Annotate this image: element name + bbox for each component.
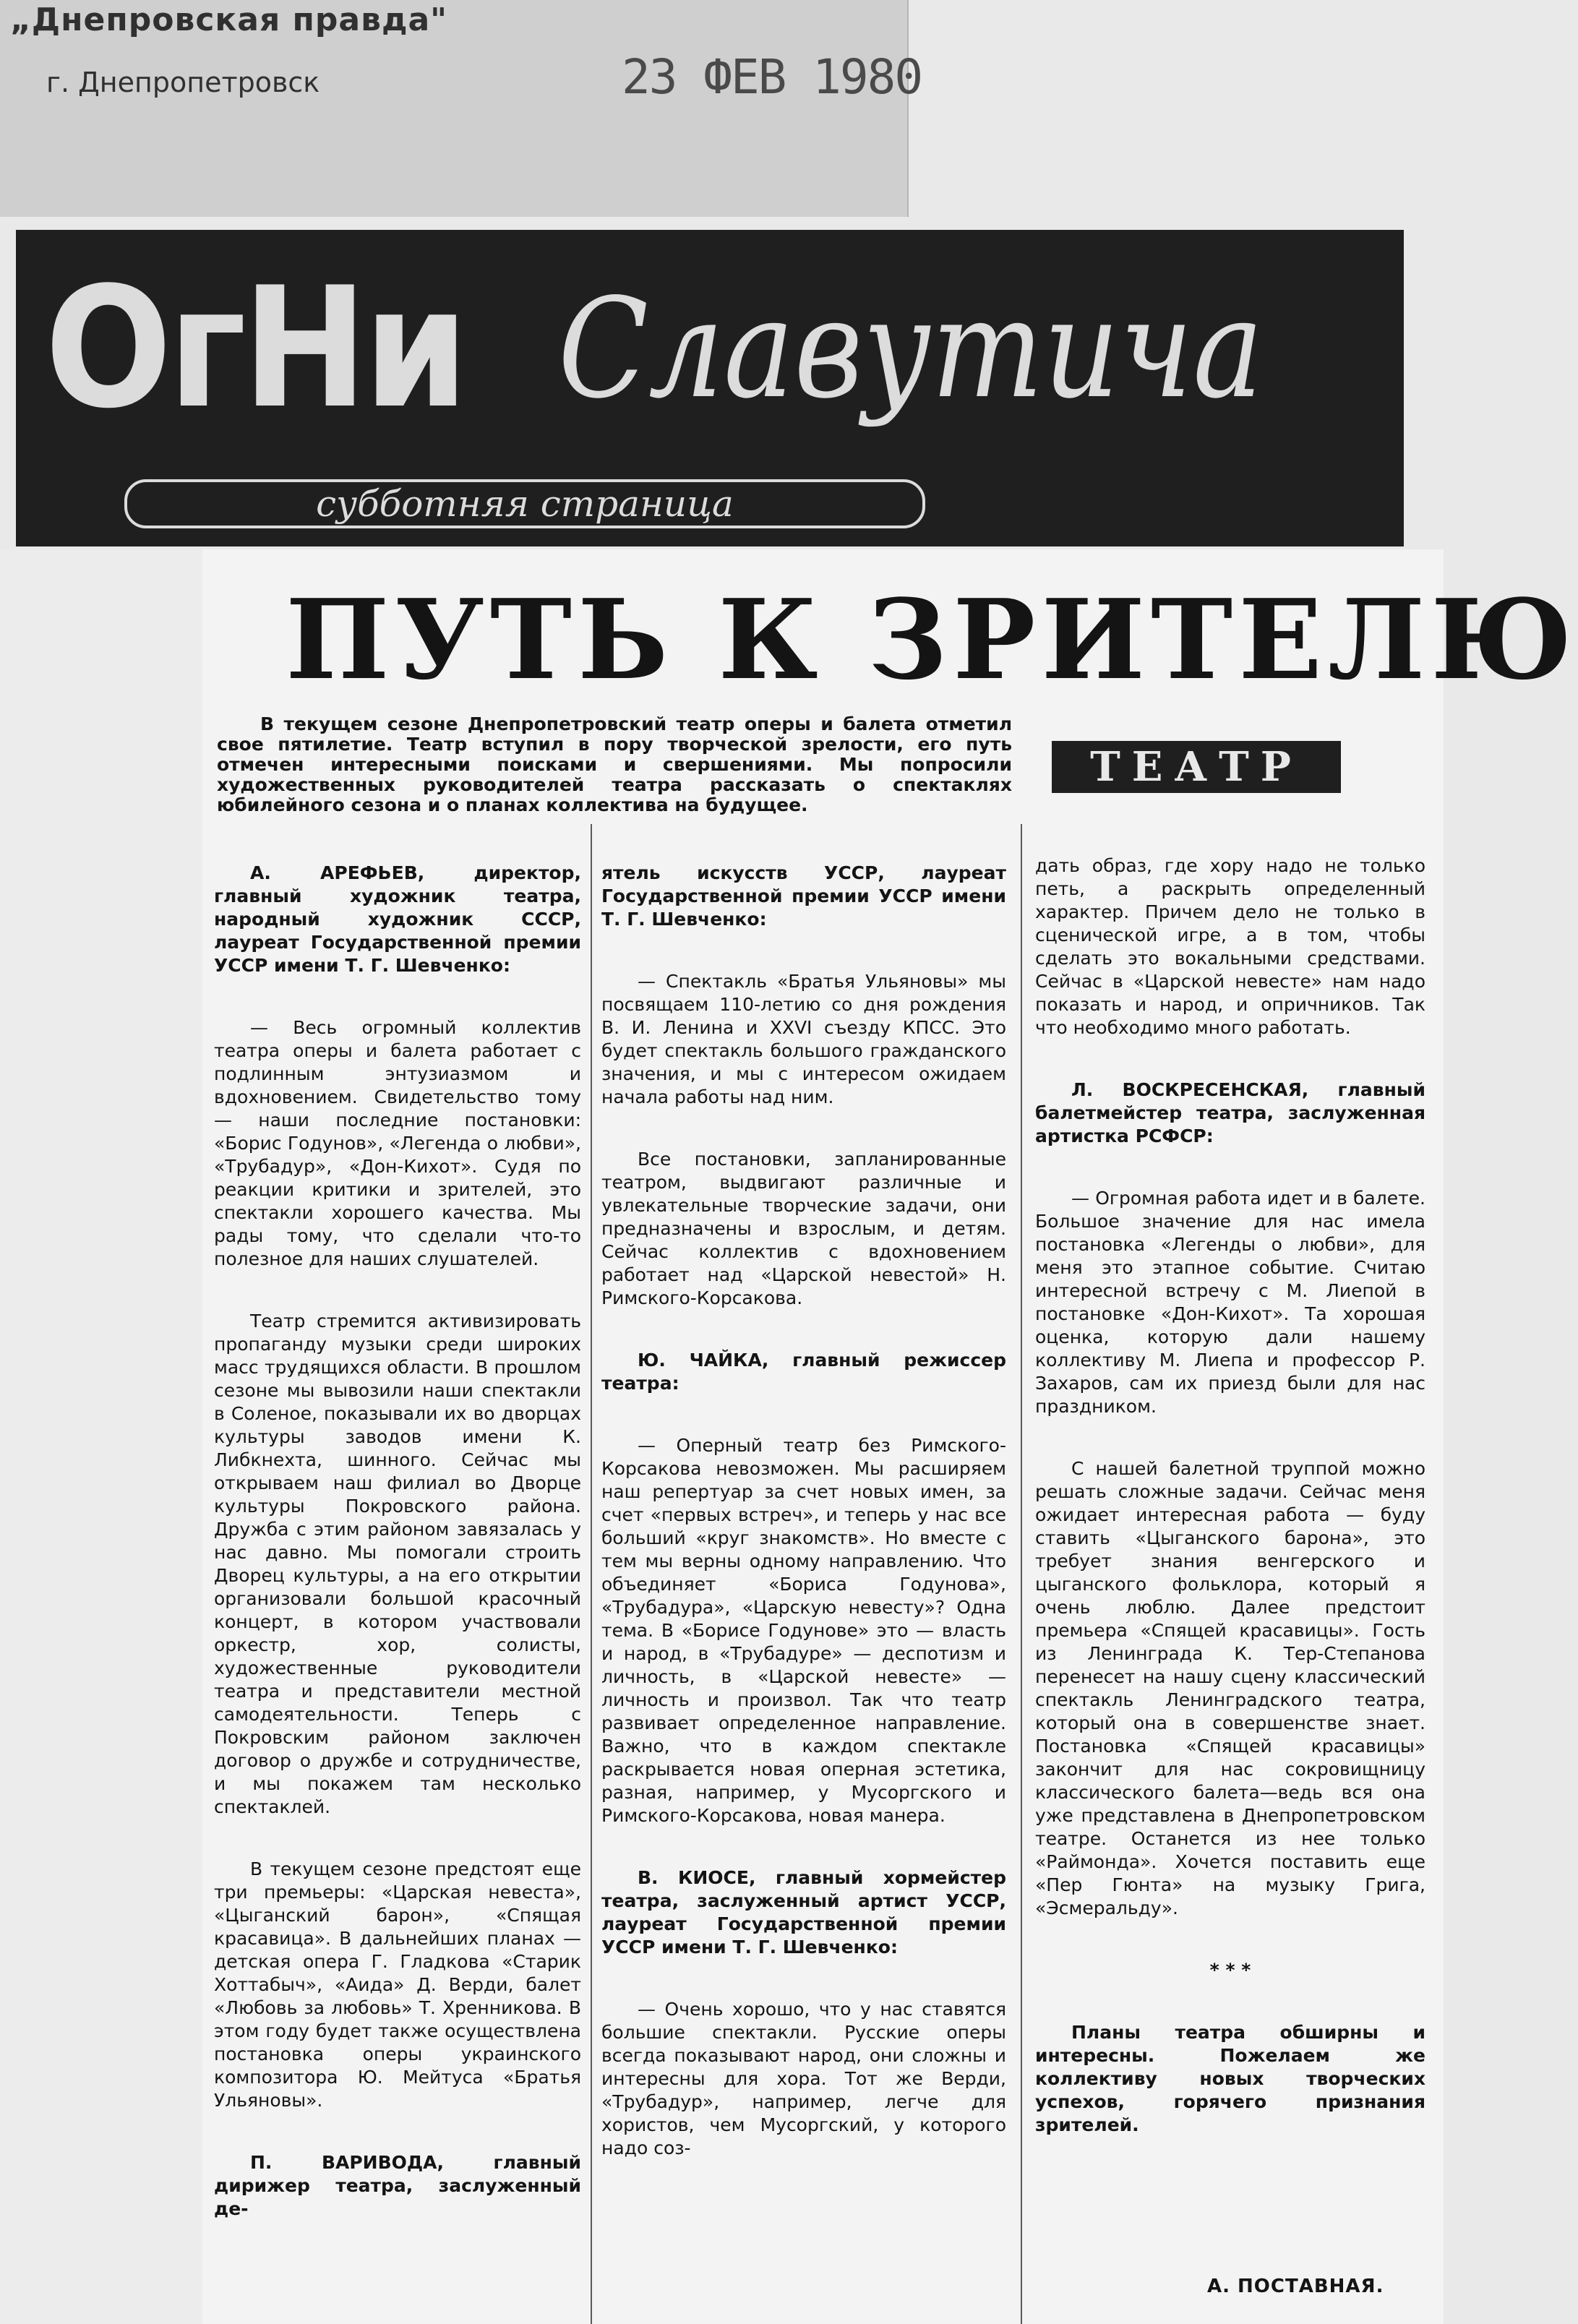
article-intro: В текущем сезоне Днепропетровский театр оперы и балета отметил свое пятилетие. Театр вступил в пору творческой зрелости, его путь отмечен интересными поисками и свершениями. Мы попросили художественных руководителей театра рассказать о спектаклях юбилейного сезона и о планах коллектива на будущее. — [217, 713, 1012, 815]
paragraph: Театр стремится активизировать пропаганду музыки среди широких масс трудящихся области. В прошлом сезоне мы вывозили наши спектакли в Соленое, показывали их во дворцах культуры заводов имени К. Либкнехта, шинного. Сейчас мы открываем наш филиал во Дворце культуры Покровского района. Дружба с этим районом завязалась у нас давно. Мы помогали строить Дворец культуры, а на его открытии организовали большой красочный концерт, в котором участвовали оркестр, хор, солисты, художественные руководители театра и представители местной самодеятельности. Теперь с Покровским районом заключен договор о дружбе и сотрудничестве, и мы покажем там несколько спектаклей. — [214, 1311, 581, 1817]
article-column-3 — [1035, 831, 1425, 2176]
speaker-intro: В. КИОСЕ, главный хормейстер театра, заслуженный артист УССР, лауреат Государственной премии УССР имени Т. Г. Шевченко: — [601, 1867, 1006, 1958]
paragraph: В текущем сезоне предстоят еще три премьеры: «Царская невеста», «Цыганский барон», «Спящая красавица». В дальнейших планах — детская опера Г. Гладкова «Старик Хоттабыч», «Аида» Д. Верди, балет «Любовь за любовь» Т. Хренникова. В этом году будет также осуществлена постановка оперы украинского композитора Ю. Мейтуса «Братья Ульяновы». — [214, 1858, 581, 2111]
left-margin — [0, 549, 202, 2324]
paragraph: дать образ, где хору надо не только петь, а раскрыть определенный характер. Причем дело не только в сценической игре, а в том, чтобы сделать это вокальными средствами. Сейчас в «Царской невесте» нам надо показать и народ, и опричников. Так что необходимо много работать. — [1035, 855, 1425, 1038]
masthead-title-part2: Славутича — [558, 269, 1264, 429]
city-name: г. Днепропетровск — [46, 67, 320, 98]
speaker-intro: ятель искусств УССР, лауреат Государственной премии УССР имени Т. Г. Шевченко: — [601, 862, 1006, 930]
paragraph: — Оперный театр без Римского-Корсакова невозможен. Мы расширяем наш репертуар за счет новых имен, за счет «первых встреч», и теперь у нас все больший «круг знакомств». Но вместе с тем мы верны одному направлению. Что объединяет «Бориса Годунова», «Трубадура», «Царскую невесту»? Одна тема. В «Борисе Годунове» это — власть и народ, в «Трубадуре» — деспотизм и личность, в «Царской невесте» — личность и произвол. Так что театр развивает определенное направление. Важно, что в каждом спектакле раскрывается новая оперная эстетика, разная, например, у Мусоргского и Римского-Корсакова, новая манера. — [601, 1435, 1006, 1826]
speaker-intro: Л. ВОСКРЕСЕНСКАЯ, главный балетмейстер театра, заслуженная артистка РСФСР: — [1035, 1079, 1425, 1146]
speaker-intro: П. ВАРИВОДА, главный дирижер театра, заслуженный де- — [214, 2152, 581, 2219]
paragraph: — Спектакль «Братья Ульяновы» мы посвящаем 110-летию со дня рождения В. И. Ленина и XXVI съезду КПСС. Это будет спектакль большого гражданского значения, и мы с интересом ожидаем начала работы над ним. — [601, 971, 1006, 1107]
article-headline: ПУТЬ К ЗРИТЕЛЮ — [286, 575, 1578, 704]
author-signature: А. ПОСТАВНАЯ. — [1207, 2276, 1384, 2297]
article-column-1 — [214, 839, 581, 2260]
column-divider — [1021, 824, 1022, 2324]
article-column-2 — [601, 839, 1006, 2199]
paragraph: С нашей балетной труппой можно решать сложные задачи. Сейчас меня ожидает интересная работа — буду ставить «Цыганского барона», это требует знания венгерского и цыганского фольклора, который я очень люблю. Далее предстоит премьера «Спящей красавицы». Гость из Ленинграда К. Тер-Степанова перенесет на нашу сцену классический спектакль Ленинградского театра, который она в совершенстве знает. Постановка «Спящей красавицы» закончит для нас сокровищницу классического балета—ведь вся она уже представлена в Днепропетровском театре. Останется из нее только «Раймонда». Хочется поставить еще «Пер Гюнта» на музыку Грига, «Эсмеральду». — [1035, 1458, 1425, 1918]
rubric-label: ТЕАТР — [1052, 741, 1341, 793]
masthead-subtitle: субботняя страница — [316, 483, 734, 525]
date-stamp: 23 ФЕВ 1980 — [622, 49, 922, 105]
masthead-subtitle-band — [124, 479, 925, 528]
speaker-intro: А. АРЕФЬЕВ, директор, главный художник театра, народный художник СССР, лауреат Государственной премии УССР имени Т. Г. Шевченко: — [214, 862, 581, 976]
masthead-banner — [16, 230, 1404, 546]
paragraph: — Очень хорошо, что у нас ставятся большие спектакли. Русские оперы всегда показывают народ, они сложны и интересны для хора. Тот же Верди, «Трубадур», например, легче для хористов, чем Мусоргский, у которого надо соз- — [601, 1999, 1006, 2158]
closing-paragraph: Планы театра обширны и интересны. Пожелаем же коллективу новых творческих успехов, горячего признания зрителей. — [1035, 2022, 1425, 2135]
column-divider — [591, 824, 592, 2324]
source-label — [0, 0, 922, 217]
masthead-title-part1: ОгНи — [45, 252, 465, 445]
paragraph: Все постановки, запланированные театром, выдвигают различные и увлекательные творческие задачи, они предназначены и взрослым, и детям. Сейчас коллектив с вдохновением работает над «Царской невестой» Н. Римского-Корсакова. — [601, 1149, 1006, 1308]
paragraph: — Огромная работа идет и в балете. Большое значение для нас имела постановка «Легенды о любви», для меня это этапное событие. Считаю интересной встречу с М. Лиепой в постановке «Дон-Кихот». Та хорошая оценка, которую дали нашему коллективу М. Лиепа и профессор Р. Захаров, сам их приезд были для нас праздником. — [1035, 1188, 1425, 1417]
speaker-intro: Ю. ЧАЙКА, главный режиссер театра: — [601, 1350, 1006, 1394]
newspaper-name: „Днепровская правда" — [10, 1, 448, 38]
section-separator: * * * — [1209, 1960, 1251, 1981]
paragraph: — Весь огромный коллектив театра оперы и балета работает с подлинным энтузиазмом и вдохновением. Свидетельство тому — наши последние постановки: «Борис Годунов», «Легенда о любви», «Трубадур», «Дон-Кихот». Судя по реакции критики и зрителей, это спектакли хорошего качества. Мы рады тому, что сделали что-то полезное для наших слушателей. — [214, 1017, 581, 1269]
